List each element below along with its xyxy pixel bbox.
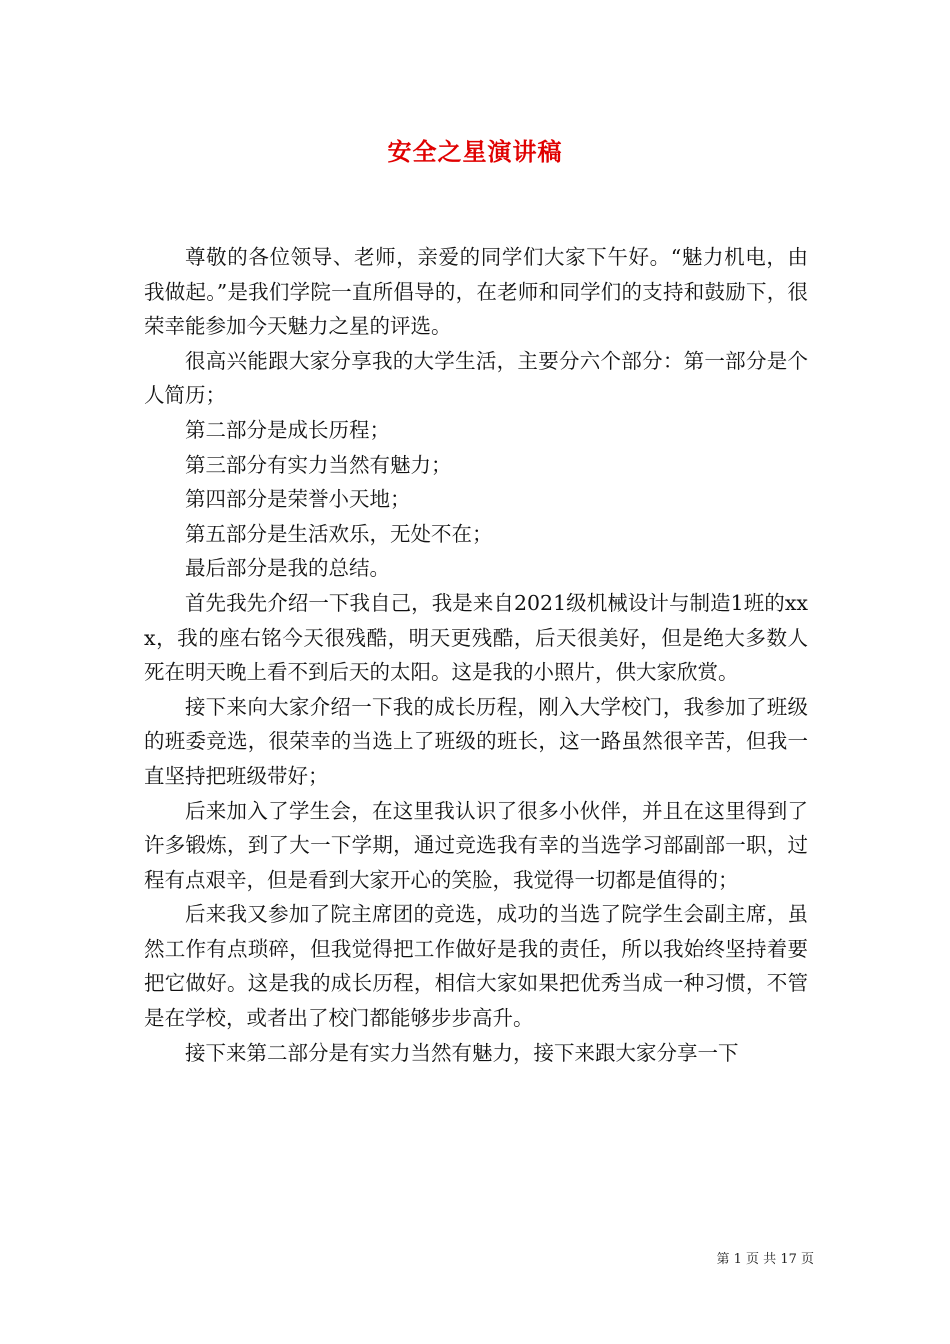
paragraph: 很高兴能跟大家分享我的大学生活，主要分六个部分：第一部分是个人简历； — [144, 348, 808, 408]
paragraph: 尊敬的各位领导、老师，亲爱的同学们大家下午好。“魅力机电，由我做起。”是我们学院一直所倡导的，在老师和同学们的支持和鼓励下，很荣幸能参加今天魅力之星的评选。 — [144, 245, 808, 339]
paragraph: 后来加入了学生会，在这里我认识了很多小伙伴，并且在这里得到了许多锻炼，到了大一下学期，通过竞选我有幸的当选学习部副部一职，过程有点艰辛，但是看到大家开心的笑脸，我觉得一切都是值得的； — [144, 798, 808, 892]
document-title: 安全之星演讲稿 — [387, 137, 563, 166]
paragraph: 第四部分是荣誉小天地； — [185, 487, 411, 512]
page-number: 第 1 页 共 17 页 — [716, 1252, 814, 1267]
paragraph: 接下来第二部分是有实力当然有魅力，接下来跟大家分享一下 — [185, 1040, 739, 1065]
paragraph: 第五部分是生活欢乐，无处不在； — [185, 521, 493, 546]
paragraph: 第三部分有实力当然有魅力； — [185, 452, 452, 477]
paragraph: 第二部分是成长历程； — [185, 417, 390, 442]
paragraph: 后来我又参加了院主席团的竞选，成功的当选了院学生会副主席，虽然工作有点琐碎，但我觉得把工作做好是我的责任，所以我始终坚持着要把它做好。这是我的成长历程，相信大家如果把优秀当成一种习惯，不管是在学校，或者出了校门都能够步步高升。 — [144, 902, 808, 1031]
paragraph: 首先我先介绍一下我自己，我是来自2021级机械设计与制造1班的xxx，我的座右铭今天很残酷，明天更残酷，后天很美好，但是绝大多数人死在明天晚上看不到后天的太阳。这是我的小照片，供大家欣赏。 — [144, 590, 808, 685]
paragraph: 接下来向大家介绍一下我的成长历程，刚入大学校门，我参加了班级的班委竞选，很荣幸的当选上了班级的班长，这一路虽然很辛苦，但我一直坚持把班级带好； — [144, 694, 808, 788]
document-body — [144, 240, 808, 1070]
paragraph: 最后部分是我的总结。 — [185, 556, 390, 581]
